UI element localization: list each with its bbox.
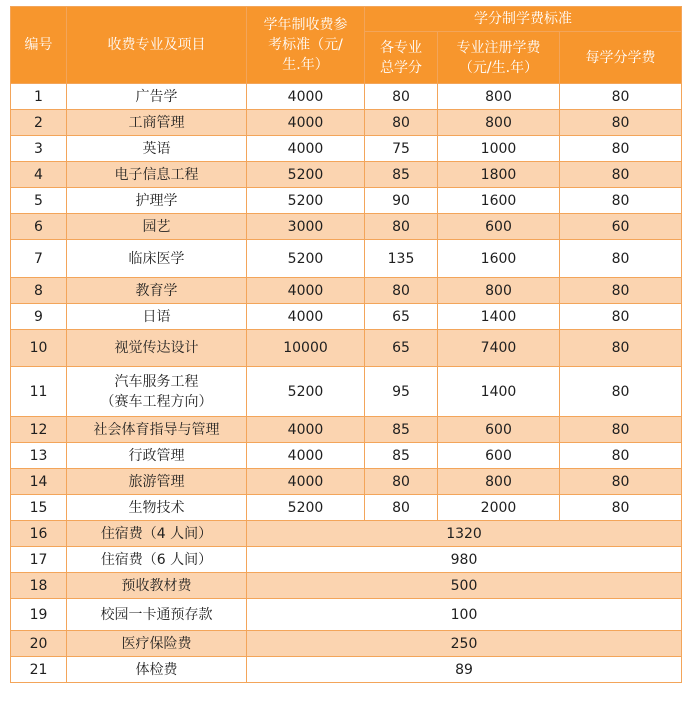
fee-per-credit: 80: [560, 84, 682, 110]
table-row: [11, 521, 682, 547]
fee-per-credit: 80: [560, 367, 682, 417]
reference-fee: 3000: [247, 214, 365, 240]
table-row: [11, 631, 682, 657]
fee-per-credit: 80: [560, 278, 682, 304]
table-row: [11, 443, 682, 469]
reference-fee: 4000: [247, 110, 365, 136]
program-name: 园艺: [67, 214, 247, 240]
header-ref-line3: 生.年）: [282, 57, 329, 73]
fee-amount: 500: [247, 573, 682, 599]
reference-fee: 4000: [247, 469, 365, 495]
program-name: 电子信息工程: [67, 162, 247, 188]
total-credits: 65: [365, 330, 438, 367]
row-number: 5: [11, 188, 67, 214]
program-name: 临床医学: [67, 240, 247, 278]
header-ref-line2: 考标准（元/: [268, 37, 343, 53]
table-row: [11, 495, 682, 521]
fee-per-credit: 80: [560, 304, 682, 330]
total-credits: 65: [365, 304, 438, 330]
fee-per-credit: 80: [560, 330, 682, 367]
registration-fee: 600: [438, 417, 560, 443]
reference-fee: 5200: [247, 188, 365, 214]
table-row: [11, 240, 682, 278]
program-name: 生物技术: [67, 495, 247, 521]
header-registration-fee: 专业注册学费 （元/生.年）: [438, 32, 560, 84]
fee-item-name: 住宿费（6 人间）: [67, 547, 247, 573]
header-ref-line1: 学年制收费参: [263, 17, 348, 33]
fee-item-name: 住宿费（4 人间）: [67, 521, 247, 547]
fee-amount: 89: [247, 657, 682, 683]
total-credits: 80: [365, 84, 438, 110]
table-row: [11, 214, 682, 240]
fee-per-credit: 80: [560, 110, 682, 136]
row-number: 13: [11, 443, 67, 469]
program-name: [67, 367, 247, 417]
reference-fee: 5200: [247, 495, 365, 521]
row-number: 6: [11, 214, 67, 240]
program-name-line1: 汽车服务工程: [114, 373, 199, 390]
fee-per-credit: 60: [560, 214, 682, 240]
registration-fee: 800: [438, 469, 560, 495]
header-total-credits: 各专业 总学分: [365, 32, 438, 84]
registration-fee: 1800: [438, 162, 560, 188]
row-number: 11: [11, 367, 67, 417]
reference-fee: 4000: [247, 417, 365, 443]
fee-amount: 980: [247, 547, 682, 573]
total-credits: 135: [365, 240, 438, 278]
row-number: 15: [11, 495, 67, 521]
program-name: 旅游管理: [67, 469, 247, 495]
total-credits: 80: [365, 110, 438, 136]
table-row: [11, 278, 682, 304]
total-credits: 95: [365, 367, 438, 417]
fee-item-name: 预收教材费: [67, 573, 247, 599]
table-row: [11, 162, 682, 188]
registration-fee: 1600: [438, 240, 560, 278]
program-name: 视觉传达设计: [67, 330, 247, 367]
table-row: [11, 110, 682, 136]
total-credits: 85: [365, 162, 438, 188]
program-name: 教育学: [67, 278, 247, 304]
reference-fee: 4000: [247, 443, 365, 469]
row-number: 17: [11, 547, 67, 573]
fee-per-credit: 80: [560, 417, 682, 443]
row-number: 18: [11, 573, 67, 599]
fee-amount: 1320: [247, 521, 682, 547]
registration-fee: 1000: [438, 136, 560, 162]
program-name: 广告学: [67, 84, 247, 110]
program-name: 护理学: [67, 188, 247, 214]
table-row: [11, 188, 682, 214]
fee-per-credit: 80: [560, 240, 682, 278]
fee-item-name: 体检费: [67, 657, 247, 683]
reference-fee: 4000: [247, 84, 365, 110]
reference-fee: 5200: [247, 367, 365, 417]
program-name: 英语: [67, 136, 247, 162]
row-number: 8: [11, 278, 67, 304]
total-credits: 80: [365, 214, 438, 240]
table-row: [11, 84, 682, 110]
reference-fee: 5200: [247, 240, 365, 278]
row-number: 12: [11, 417, 67, 443]
registration-fee: 600: [438, 443, 560, 469]
reference-fee: 5200: [247, 162, 365, 188]
fee-amount: 250: [247, 631, 682, 657]
registration-fee: 1400: [438, 367, 560, 417]
table-row: [11, 599, 682, 631]
registration-fee: 2000: [438, 495, 560, 521]
table-row: [11, 547, 682, 573]
table-row: [11, 417, 682, 443]
registration-fee: 7400: [438, 330, 560, 367]
table-row: [11, 136, 682, 162]
table-row: [11, 469, 682, 495]
row-number: 20: [11, 631, 67, 657]
registration-fee: 600: [438, 214, 560, 240]
row-number: 7: [11, 240, 67, 278]
fee-per-credit: 80: [560, 188, 682, 214]
fee-amount: 100: [247, 599, 682, 631]
header-annual-reference-fee: [247, 7, 365, 84]
reference-fee: 4000: [247, 136, 365, 162]
registration-fee: 800: [438, 110, 560, 136]
fee-per-credit: 80: [560, 495, 682, 521]
fee-standard-table: [10, 6, 682, 683]
fee-item-name: 校园一卡通预存款: [67, 599, 247, 631]
fee-item-name: 医疗保险费: [67, 631, 247, 657]
registration-fee: 800: [438, 84, 560, 110]
fee-per-credit: 80: [560, 162, 682, 188]
fee-per-credit: 80: [560, 443, 682, 469]
table-row: [11, 657, 682, 683]
row-number: 1: [11, 84, 67, 110]
row-number: 19: [11, 599, 67, 631]
total-credits: 90: [365, 188, 438, 214]
registration-fee: 1400: [438, 304, 560, 330]
table-row: [11, 304, 682, 330]
program-name-line2: （赛车工程方向）: [100, 393, 213, 410]
registration-fee: 800: [438, 278, 560, 304]
program-name: 日语: [67, 304, 247, 330]
row-number: 10: [11, 330, 67, 367]
program-name: 行政管理: [67, 443, 247, 469]
header-credit-system-group: 学分制学费标准: [365, 7, 682, 32]
row-number: 16: [11, 521, 67, 547]
header-number: 编号: [11, 7, 67, 84]
total-credits: 80: [365, 469, 438, 495]
row-number: 3: [11, 136, 67, 162]
total-credits: 85: [365, 443, 438, 469]
table-row: [11, 367, 682, 417]
registration-fee: 1600: [438, 188, 560, 214]
fee-per-credit: 80: [560, 469, 682, 495]
table-row: [11, 573, 682, 599]
total-credits: 80: [365, 278, 438, 304]
reference-fee: 4000: [247, 304, 365, 330]
reference-fee: 10000: [247, 330, 365, 367]
total-credits: 85: [365, 417, 438, 443]
program-name: 社会体育指导与管理: [67, 417, 247, 443]
total-credits: 80: [365, 495, 438, 521]
row-number: 2: [11, 110, 67, 136]
row-number: 14: [11, 469, 67, 495]
reference-fee: 4000: [247, 278, 365, 304]
row-number: 4: [11, 162, 67, 188]
fee-per-credit: 80: [560, 136, 682, 162]
header-program: 收费专业及项目: [67, 7, 247, 84]
header-fee-per-credit: 每学分学费: [560, 32, 682, 84]
program-name: 工商管理: [67, 110, 247, 136]
row-number: 21: [11, 657, 67, 683]
total-credits: 75: [365, 136, 438, 162]
table-row: [11, 330, 682, 367]
row-number: 9: [11, 304, 67, 330]
